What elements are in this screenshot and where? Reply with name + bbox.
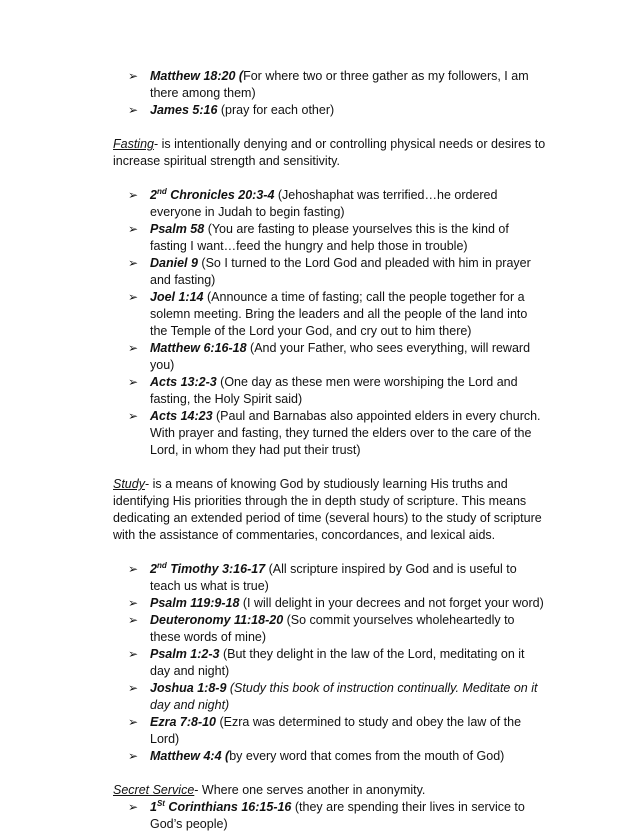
arrow-bullet-icon: ➢	[128, 256, 139, 270]
list-item	[0, 561, 638, 595]
list-item	[0, 799, 638, 833]
scripture-reference: Ezra 7:8-10	[150, 715, 217, 729]
scripture-reference: Psalm 119:9-18	[150, 596, 240, 610]
secret-service-definition-text: - Where one serves another in anonymity.	[194, 783, 426, 797]
scripture-reference: Acts 14:23	[150, 409, 213, 423]
study-term: Study	[113, 477, 145, 491]
study-list	[0, 561, 638, 765]
list-item	[0, 408, 638, 459]
scripture-text: (Jehoshaphat was terrified…he ordered everyone in Judah to begin fasting)	[150, 188, 498, 219]
arrow-bullet-icon: ➢	[128, 715, 139, 729]
scripture-reference	[150, 562, 265, 576]
list-item	[0, 748, 638, 765]
study-definition	[0, 476, 638, 544]
arrow-bullet-icon: ➢	[128, 69, 139, 83]
study-definition-text: - is a means of knowing God by studiously learning His truths and identifying His priorities through the in depth study of scripture. This means dedicating an extended period of time (several hours) to the study of scripture with the assistance of commentaries, concordances, and lexical aids.	[113, 477, 542, 542]
scripture-reference: Acts 13:2-3	[150, 375, 217, 389]
arrow-bullet-icon: ➢	[128, 749, 139, 763]
scripture-reference: Joshua 1:8-9	[150, 681, 227, 695]
arrow-bullet-icon: ➢	[128, 222, 139, 236]
reference-number: 2	[150, 188, 157, 202]
intro-list	[0, 68, 638, 119]
scripture-text: (But they delight in the law of the Lord, meditating on it day and night)	[150, 647, 525, 678]
scripture-reference: Deuteronomy 11:18-20	[150, 613, 284, 627]
reference-book: Timothy 3:16-17	[166, 562, 266, 576]
scripture-reference: Psalm 1:2-3	[150, 647, 220, 661]
scripture-text: by every word that comes from the mouth of God)	[229, 749, 505, 763]
scripture-text: (And your Father, who sees everything, will reward you)	[150, 341, 531, 372]
scripture-text: (So I turned to the Lord God and pleaded with him in prayer and fasting)	[150, 256, 531, 287]
scripture-text: (Paul and Barnabas also appointed elders in every church. With prayer and fasting, they turned the elders over to the care of the Lord, in whom they had put their trust)	[150, 409, 541, 457]
arrow-bullet-icon: ➢	[128, 290, 139, 304]
fasting-definition-text: - is intentionally denying and or controlling physical needs or desires to increase spiritual strength and sensitivity.	[113, 137, 546, 168]
scripture-reference: Matthew 4:4 (	[150, 749, 230, 763]
reference-number: 2	[150, 562, 157, 576]
arrow-bullet-icon: ➢	[128, 596, 139, 610]
arrow-bullet-icon: ➢	[128, 375, 139, 389]
list-item	[0, 340, 638, 374]
secret-service-term: Secret Service	[113, 783, 195, 797]
scripture-text: (pray for each other)	[217, 103, 335, 117]
scripture-text: (Ezra was determined to study and obey the law of the Lord)	[150, 715, 522, 746]
arrow-bullet-icon: ➢	[128, 800, 139, 814]
reference-number: 1	[150, 800, 157, 814]
scripture-text: (You are fasting to please yourselves this is the kind of fasting I want…feed the hungry and help those in trouble)	[150, 222, 509, 253]
arrow-bullet-icon: ➢	[128, 188, 139, 202]
list-item	[0, 221, 638, 255]
list-item	[0, 374, 638, 408]
scripture-text: (So commit yourselves wholeheartedly to these words of mine)	[150, 613, 515, 644]
reference-book: Corinthians 16:15-16	[164, 800, 292, 814]
scripture-reference	[150, 188, 274, 202]
scripture-reference: James 5:16	[150, 103, 218, 117]
scripture-text: (All scripture inspired by God and is useful to teach us what is true)	[150, 562, 517, 593]
scripture-text: (they are spending their lives in service to God’s people)	[150, 800, 525, 831]
scripture-reference: Matthew 6:16-18	[150, 341, 247, 355]
arrow-bullet-icon: ➢	[128, 613, 139, 627]
arrow-bullet-icon: ➢	[128, 681, 139, 695]
secret-service-definition	[0, 782, 638, 799]
scripture-reference: Psalm 58	[150, 222, 205, 236]
list-item	[0, 646, 638, 680]
list-item	[0, 255, 638, 289]
arrow-bullet-icon: ➢	[128, 647, 139, 661]
list-item	[0, 680, 638, 714]
reference-ordinal: nd	[156, 560, 167, 570]
fasting-list	[0, 187, 638, 459]
reference-ordinal: St	[156, 798, 165, 808]
list-item	[0, 187, 638, 221]
list-item	[0, 68, 638, 102]
secret-service-list	[0, 799, 638, 833]
fasting-definition	[0, 136, 638, 170]
list-item	[0, 714, 638, 748]
arrow-bullet-icon: ➢	[128, 562, 139, 576]
arrow-bullet-icon: ➢	[128, 409, 139, 423]
arrow-bullet-icon: ➢	[128, 103, 139, 117]
list-item	[0, 289, 638, 340]
scripture-text: For where two or three gather as my followers, I am there among them)	[150, 69, 529, 100]
arrow-bullet-icon: ➢	[128, 341, 139, 355]
scripture-text: (Announce a time of fasting; call the people together for a solemn meeting. Bring the leaders and all the people of the land into the Temple of the Lord your God, and cry out to him there)	[150, 290, 528, 338]
scripture-reference: Daniel 9	[150, 256, 198, 270]
scripture-text: (Study this book of instruction continually. Meditate on it day and night)	[150, 681, 538, 712]
scripture-text: (One day as these men were worshiping the Lord and fasting, the Holy Spirit said)	[150, 375, 518, 406]
scripture-reference: Matthew 18:20 (	[150, 69, 244, 83]
scripture-reference	[150, 800, 291, 814]
reference-book: Chronicles 20:3-4	[166, 188, 275, 202]
fasting-term: Fasting	[113, 137, 154, 151]
scripture-text: (I will delight in your decrees and not forget your word)	[239, 596, 544, 610]
list-item	[0, 612, 638, 646]
list-item	[0, 102, 638, 119]
reference-ordinal: nd	[156, 186, 167, 196]
list-item	[0, 595, 638, 612]
scripture-reference: Joel 1:14	[150, 290, 204, 304]
